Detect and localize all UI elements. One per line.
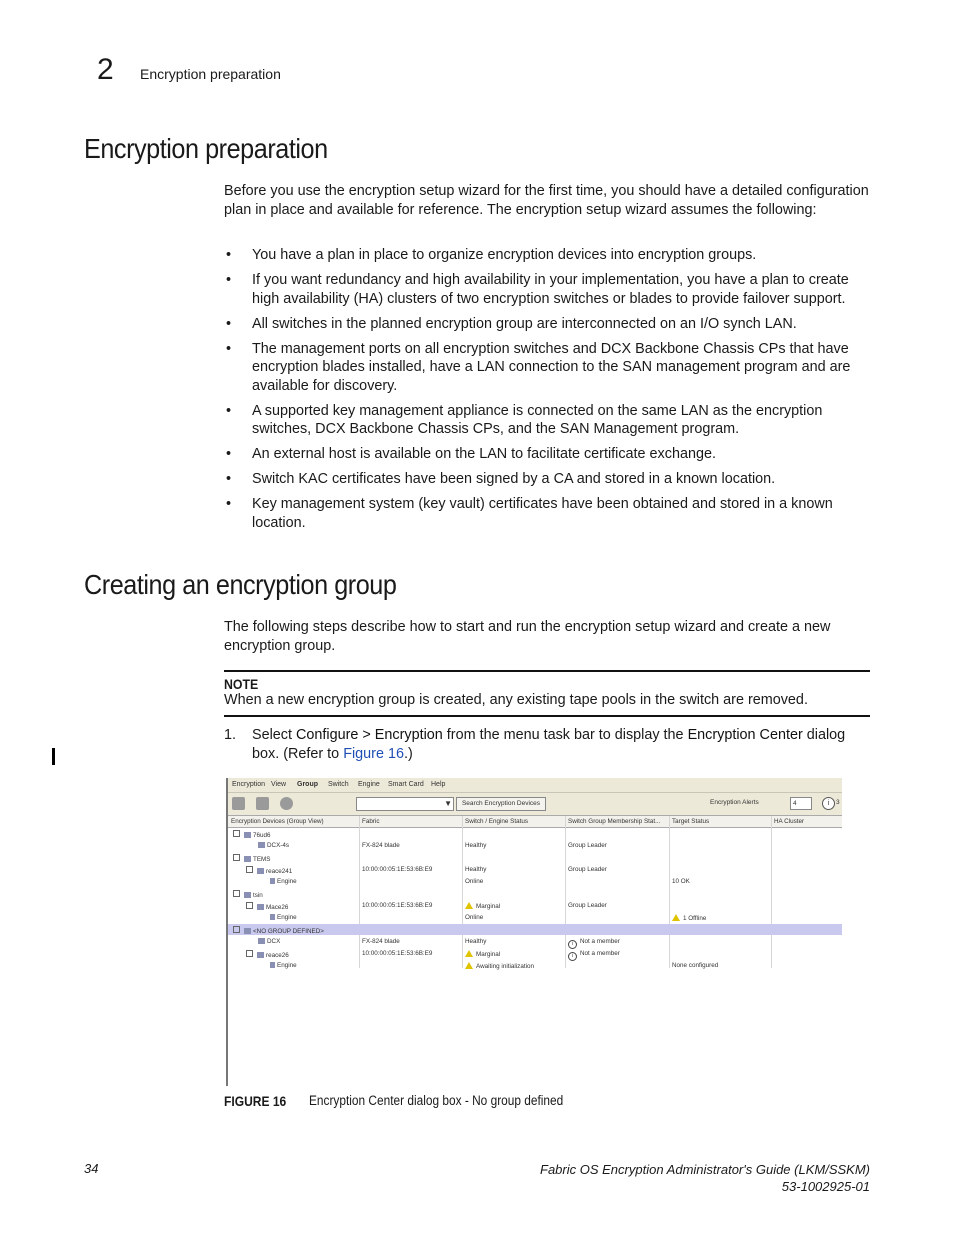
switch-icon xyxy=(258,842,265,848)
chapter-number: 2 xyxy=(97,53,114,86)
table-row[interactable]: DCX-4s FX-824 blade Healthy Group Leader xyxy=(228,840,842,851)
info-icon: i xyxy=(568,952,577,961)
table-row[interactable]: 76ud6 xyxy=(228,828,842,839)
menu-group[interactable]: Group xyxy=(297,781,318,788)
expand-icon xyxy=(246,950,253,957)
step-text xyxy=(252,726,868,763)
step-text-part: .) xyxy=(403,745,413,762)
section-heading-creating-encryption-group: Creating an encryption group xyxy=(84,569,397,600)
engine-icon xyxy=(270,878,275,884)
figure-xref-link[interactable]: Figure 16 xyxy=(343,745,404,762)
group-icon xyxy=(244,856,251,862)
group-icon xyxy=(244,928,251,934)
step-text-part: from the menu task bar to display the xyxy=(442,727,688,743)
menu-bar xyxy=(228,778,842,793)
properties-icon[interactable] xyxy=(232,797,245,810)
engine-icon xyxy=(270,914,275,920)
encryption-alerts-label: Encryption Alerts xyxy=(710,799,759,806)
menu-encryption[interactable]: Encryption xyxy=(232,781,266,788)
column-header[interactable]: Switch Group Membership Stat... xyxy=(568,818,661,825)
table-row-selected[interactable]: <NO GROUP DEFINED> xyxy=(228,924,842,935)
prerequisite-list xyxy=(224,246,874,539)
group-icon xyxy=(244,832,251,838)
figure-label: FIGURE 16 xyxy=(224,1093,287,1109)
expand-icon xyxy=(233,830,240,837)
footer-doc-id: 53-1002925-01 xyxy=(781,1179,870,1194)
table-row[interactable]: Mace26 10:00:00:05:1E:53:6B:E9 Marginal Group Leader xyxy=(228,900,842,911)
table-row[interactable]: Engine Online 10 OK xyxy=(228,876,842,887)
expand-icon xyxy=(233,926,240,933)
footer-document-info xyxy=(540,1161,870,1195)
warning-icon xyxy=(465,962,473,969)
footer-title: Fabric OS Encryption Administrator's Guide (LKM/SSKM) xyxy=(540,1162,870,1177)
list-item: • If you want redundancy and high availability in your implementation, you have a plan to create high availability (HA) clusters of two encryption switches or blades to provide failover support. xyxy=(224,271,874,308)
ui-menu-path: Configure > Encryption xyxy=(296,727,443,743)
list-item: • An external host is available on the LAN to facilitate certificate exchange. xyxy=(224,445,874,464)
column-header[interactable]: Encryption Devices (Group View) xyxy=(231,818,324,825)
list-item: • The management ports on all encryption switches and DCX Backbone Chassis CPs that have encryption blades installed, have a LAN connection to the SAN management program and are available for discovery. xyxy=(224,340,874,396)
menu-engine[interactable]: Engine xyxy=(358,781,380,788)
expand-icon xyxy=(233,854,240,861)
menu-help[interactable]: Help xyxy=(431,781,446,788)
encryption-center-screenshot xyxy=(226,778,842,1086)
table-row[interactable]: TEMS xyxy=(228,852,842,863)
engine-icon xyxy=(270,962,275,968)
note-label: NOTE xyxy=(224,676,259,692)
page-number: 34 xyxy=(84,1161,99,1176)
section2-intro: The following steps describe how to start and run the encryption setup wizard and create a new encryption group. xyxy=(224,619,831,654)
menu-smart-card[interactable]: Smart Card xyxy=(388,781,424,788)
refresh-icon[interactable] xyxy=(280,797,293,810)
menu-switch[interactable]: Switch xyxy=(328,781,349,788)
expand-icon xyxy=(246,866,253,873)
step-text-part: Select xyxy=(252,727,296,743)
list-item: • A supported key management appliance is connected on the same LAN as the encryption switches, DCX Backbone Chassis CPs, and the SAN Management program. xyxy=(224,402,874,439)
change-bar xyxy=(52,748,55,765)
menu-view[interactable]: View xyxy=(271,781,287,788)
device-search-combo[interactable] xyxy=(356,797,454,811)
switch-icon xyxy=(257,868,264,874)
list-item: • Switch KAC certificates have been signed by a CA and stored in a known location. xyxy=(224,470,874,489)
document-icon[interactable] xyxy=(256,797,269,810)
switch-icon xyxy=(257,952,264,958)
column-header[interactable]: Fabric xyxy=(362,818,380,825)
info-icon[interactable]: i xyxy=(822,797,835,810)
note-text: When a new encryption group is created, any existing tape pools in the switch are removed. xyxy=(224,692,808,708)
figure-caption: Encryption Center dialog box - No group defined xyxy=(309,1093,564,1108)
chevron-down-icon: ▼ xyxy=(444,799,452,808)
expand-icon xyxy=(233,890,240,897)
section1-intro: Before you use the encryption setup wizard for the first time, you should have a detailed configuration plan in place and available for reference. The encryption setup wizard assumes the following: xyxy=(224,183,869,218)
ui-dialog-name: Encryption Center xyxy=(687,727,803,743)
note-bottom-rule xyxy=(224,715,870,717)
toolbar xyxy=(228,793,842,816)
table-row[interactable]: tsin xyxy=(228,888,842,899)
step-text-part: dialog box. (Refer to xyxy=(252,727,846,762)
search-encryption-devices-button[interactable]: Search Encryption Devices xyxy=(456,797,546,811)
table-row[interactable]: reace26 10:00:00:05:1E:53:6B:E9 Marginal i Not a member xyxy=(228,948,842,959)
info-count: 3 xyxy=(836,799,840,806)
warning-icon xyxy=(465,902,473,909)
list-item: • Key management system (key vault) certificates have been obtained and stored in a known location. xyxy=(224,495,874,532)
switch-icon xyxy=(258,938,265,944)
group-icon xyxy=(244,892,251,898)
table-row[interactable]: Engine Online 1 Offline xyxy=(228,912,842,923)
info-icon: i xyxy=(568,940,577,949)
column-header[interactable]: Switch / Engine Status xyxy=(465,818,529,825)
list-item: • All switches in the planned encryption group are interconnected on an I/O synch LAN. xyxy=(224,315,874,334)
note-top-rule xyxy=(224,670,870,672)
expand-icon xyxy=(246,902,253,909)
step-number: 1. xyxy=(224,727,237,743)
table-header xyxy=(228,816,842,828)
running-header-title: Encryption preparation xyxy=(140,66,281,82)
table-row[interactable]: reace241 10:00:00:05:1E:53:6B:E9 Healthy Group Leader xyxy=(228,864,842,875)
warning-icon xyxy=(672,914,680,921)
table-row[interactable]: Engine Awaiting initialization None configured xyxy=(228,960,842,971)
column-header[interactable]: Target Status xyxy=(672,818,710,825)
alerts-count: 4 xyxy=(790,797,812,810)
table-row[interactable]: DCX FX-824 blade Healthy i Not a member xyxy=(228,936,842,947)
warning-icon xyxy=(465,950,473,957)
switch-icon xyxy=(257,904,264,910)
list-item: • You have a plan in place to organize encryption devices into encryption groups. xyxy=(224,246,874,265)
section-heading-encryption-preparation: Encryption preparation xyxy=(84,133,328,164)
column-header[interactable]: HA Cluster xyxy=(774,818,805,825)
